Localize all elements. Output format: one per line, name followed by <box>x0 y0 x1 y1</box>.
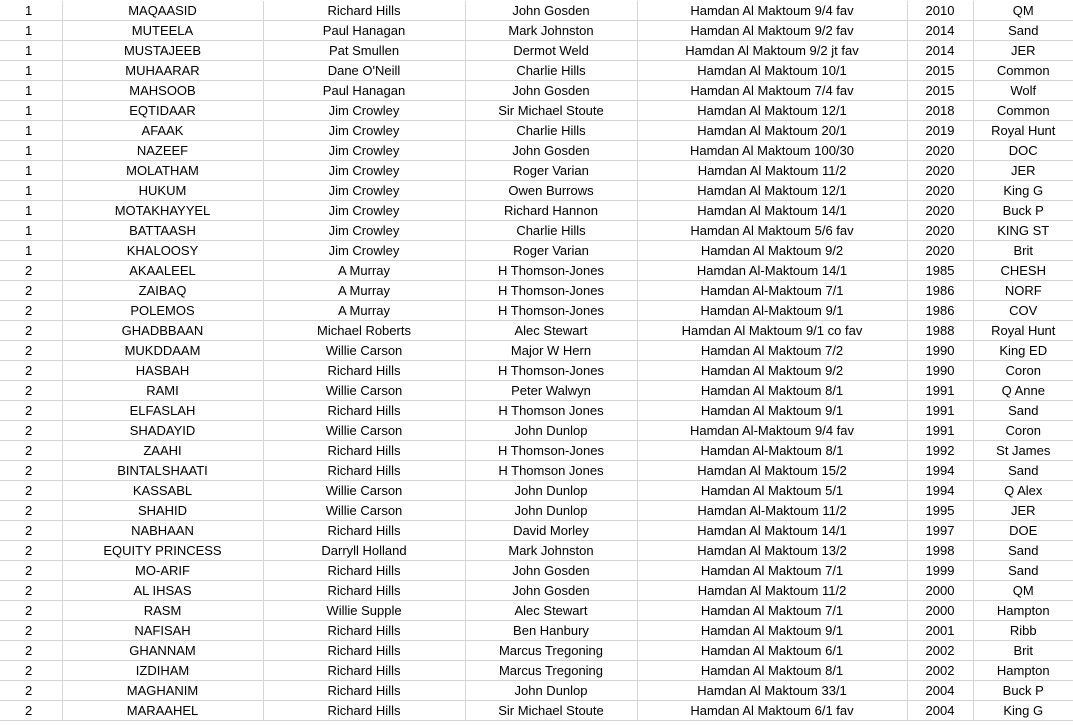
table-row <box>0 461 1073 481</box>
table-row <box>0 321 1073 341</box>
year-cell[interactable]: 2004 <box>907 681 973 701</box>
table-row <box>0 61 1073 81</box>
table-row <box>0 541 1073 561</box>
horse-cell[interactable]: MUHAARAR <box>62 61 263 81</box>
jockey-cell[interactable]: Jim Crowley <box>263 141 465 161</box>
horse-cell[interactable]: MAHSOOB <box>62 81 263 101</box>
jockey-cell[interactable]: Paul Hanagan <box>263 81 465 101</box>
jockey-cell[interactable]: Jim Crowley <box>263 181 465 201</box>
owner-odds-cell[interactable]: Hamdan Al Maktoum 11/2 <box>637 161 907 181</box>
race-cell[interactable]: Q Anne <box>973 381 1073 401</box>
position-cell[interactable]: 2 <box>0 561 62 581</box>
race-cell[interactable]: Sand <box>973 401 1073 421</box>
horse-cell[interactable]: AL IHSAS <box>62 581 263 601</box>
owner-odds-cell[interactable]: Hamdan Al Maktoum 5/1 <box>637 481 907 501</box>
jockey-cell[interactable]: Jim Crowley <box>263 101 465 121</box>
year-cell[interactable]: 1991 <box>907 421 973 441</box>
trainer-cell[interactable]: David Morley <box>465 521 637 541</box>
position-cell[interactable]: 2 <box>0 341 62 361</box>
table-row <box>0 181 1073 201</box>
table-row <box>0 361 1073 381</box>
trainer-cell[interactable]: Dermot Weld <box>465 41 637 61</box>
table-row <box>0 441 1073 461</box>
horse-cell[interactable]: MOTAKHAYYEL <box>62 201 263 221</box>
trainer-cell[interactable]: Richard Hannon <box>465 201 637 221</box>
owner-odds-cell[interactable]: Hamdan Al-Maktoum 8/1 <box>637 441 907 461</box>
jockey-cell[interactable]: Darryll Holland <box>263 541 465 561</box>
race-cell[interactable]: QM <box>973 581 1073 601</box>
race-cell[interactable]: Coron <box>973 421 1073 441</box>
position-cell[interactable]: 2 <box>0 261 62 281</box>
horse-cell[interactable]: HASBAH <box>62 361 263 381</box>
year-cell[interactable]: 1991 <box>907 401 973 421</box>
owner-odds-cell[interactable]: Hamdan Al-Maktoum 9/1 <box>637 301 907 321</box>
owner-odds-cell[interactable]: Hamdan Al Maktoum 5/6 fav <box>637 221 907 241</box>
owner-odds-cell[interactable]: Hamdan Al Maktoum 15/2 <box>637 461 907 481</box>
jockey-cell[interactable]: Willie Carson <box>263 481 465 501</box>
table-row <box>0 101 1073 121</box>
race-cell[interactable]: King ED <box>973 341 1073 361</box>
race-cell[interactable]: Buck P <box>973 681 1073 701</box>
year-cell[interactable]: 2020 <box>907 201 973 221</box>
jockey-cell[interactable]: Richard Hills <box>263 561 465 581</box>
horse-cell[interactable]: KASSABL <box>62 481 263 501</box>
horse-cell[interactable]: ZAIBAQ <box>62 281 263 301</box>
jockey-cell[interactable]: Richard Hills <box>263 661 465 681</box>
owner-odds-cell[interactable]: Hamdan Al Maktoum 7/1 <box>637 561 907 581</box>
horse-cell[interactable]: RAMI <box>62 381 263 401</box>
owner-odds-cell[interactable]: Hamdan Al Maktoum 11/2 <box>637 581 907 601</box>
jockey-cell[interactable]: Jim Crowley <box>263 221 465 241</box>
table-row <box>0 121 1073 141</box>
year-cell[interactable]: 2014 <box>907 21 973 41</box>
year-cell[interactable]: 2018 <box>907 101 973 121</box>
owner-odds-cell[interactable]: Hamdan Al-Maktoum 14/1 <box>637 261 907 281</box>
horse-cell[interactable]: MARAAHEL <box>62 701 263 721</box>
table-row <box>0 281 1073 301</box>
table-row <box>0 701 1073 721</box>
jockey-cell[interactable]: Jim Crowley <box>263 121 465 141</box>
table-row <box>0 141 1073 161</box>
owner-odds-cell[interactable]: Hamdan Al-Maktoum 11/2 <box>637 501 907 521</box>
horse-cell[interactable]: BINTALSHAATI <box>62 461 263 481</box>
trainer-cell[interactable]: Charlie Hills <box>465 61 637 81</box>
spreadsheet-grid <box>0 1 1073 721</box>
trainer-cell[interactable]: H Thomson-Jones <box>465 361 637 381</box>
horse-cell[interactable]: MAQAASID <box>62 1 263 21</box>
position-cell[interactable]: 1 <box>0 1 62 21</box>
position-cell[interactable]: 2 <box>0 481 62 501</box>
owner-odds-cell[interactable]: Hamdan Al Maktoum 9/1 <box>637 621 907 641</box>
jockey-cell[interactable]: Dane O'Neill <box>263 61 465 81</box>
race-cell[interactable]: Q Alex <box>973 481 1073 501</box>
jockey-cell[interactable]: Richard Hills <box>263 401 465 421</box>
table-row <box>0 301 1073 321</box>
position-cell[interactable]: 1 <box>0 41 62 61</box>
horse-cell[interactable]: MO-ARIF <box>62 561 263 581</box>
jockey-cell[interactable]: Paul Hanagan <box>263 21 465 41</box>
year-cell[interactable]: 2002 <box>907 661 973 681</box>
table-row <box>0 621 1073 641</box>
year-cell[interactable]: 1999 <box>907 561 973 581</box>
position-cell[interactable]: 2 <box>0 281 62 301</box>
horse-cell[interactable]: GHANNAM <box>62 641 263 661</box>
trainer-cell[interactable]: H Thomson Jones <box>465 461 637 481</box>
year-cell[interactable]: 2015 <box>907 81 973 101</box>
jockey-cell[interactable]: Pat Smullen <box>263 41 465 61</box>
owner-odds-cell[interactable]: Hamdan Al Maktoum 9/1 co fav <box>637 321 907 341</box>
trainer-cell[interactable]: H Thomson-Jones <box>465 261 637 281</box>
trainer-cell[interactable]: Alec Stewart <box>465 601 637 621</box>
year-cell[interactable]: 1986 <box>907 301 973 321</box>
table-row <box>0 41 1073 61</box>
position-cell[interactable]: 2 <box>0 701 62 721</box>
horse-cell[interactable]: HUKUM <box>62 181 263 201</box>
owner-odds-cell[interactable]: Hamdan Al Maktoum 12/1 <box>637 181 907 201</box>
year-cell[interactable]: 1994 <box>907 461 973 481</box>
horse-cell[interactable]: NAZEEF <box>62 141 263 161</box>
race-cell[interactable]: Hampton <box>973 661 1073 681</box>
horse-cell[interactable]: MOLATHAM <box>62 161 263 181</box>
year-cell[interactable]: 1985 <box>907 261 973 281</box>
race-cell[interactable]: CHESH <box>973 261 1073 281</box>
spreadsheet-body <box>0 1 1073 721</box>
owner-odds-cell[interactable]: Hamdan Al Maktoum 7/1 <box>637 601 907 621</box>
trainer-cell[interactable]: Marcus Tregoning <box>465 661 637 681</box>
race-cell[interactable]: Royal Hunt <box>973 121 1073 141</box>
jockey-cell[interactable]: Richard Hills <box>263 361 465 381</box>
owner-odds-cell[interactable]: Hamdan Al-Maktoum 7/1 <box>637 281 907 301</box>
year-cell[interactable]: 2000 <box>907 601 973 621</box>
position-cell[interactable]: 2 <box>0 361 62 381</box>
owner-odds-cell[interactable]: Hamdan Al Maktoum 9/4 fav <box>637 1 907 21</box>
year-cell[interactable]: 2020 <box>907 181 973 201</box>
position-cell[interactable]: 1 <box>0 21 62 41</box>
trainer-cell[interactable]: H Thomson Jones <box>465 401 637 421</box>
jockey-cell[interactable]: Richard Hills <box>263 621 465 641</box>
race-cell[interactable]: Wolf <box>973 81 1073 101</box>
table-row <box>0 641 1073 661</box>
trainer-cell[interactable]: Peter Walwyn <box>465 381 637 401</box>
race-cell[interactable]: King G <box>973 181 1073 201</box>
race-cell[interactable]: Hampton <box>973 601 1073 621</box>
horse-cell[interactable]: MUTEELA <box>62 21 263 41</box>
race-cell[interactable]: King G <box>973 701 1073 721</box>
table-row <box>0 221 1073 241</box>
trainer-cell[interactable]: Owen Burrows <box>465 181 637 201</box>
table-row <box>0 341 1073 361</box>
owner-odds-cell[interactable]: Hamdan Al Maktoum 7/2 <box>637 341 907 361</box>
year-cell[interactable]: 2020 <box>907 161 973 181</box>
table-row <box>0 241 1073 261</box>
horse-cell[interactable]: EQTIDAAR <box>62 101 263 121</box>
table-row <box>0 381 1073 401</box>
owner-odds-cell[interactable]: Hamdan Al Maktoum 9/2 <box>637 241 907 261</box>
trainer-cell[interactable]: Major W Hern <box>465 341 637 361</box>
position-cell[interactable]: 2 <box>0 501 62 521</box>
year-cell[interactable]: 2002 <box>907 641 973 661</box>
trainer-cell[interactable]: Roger Varian <box>465 241 637 261</box>
trainer-cell[interactable]: Mark Johnston <box>465 21 637 41</box>
race-cell[interactable]: Sand <box>973 541 1073 561</box>
table-row <box>0 261 1073 281</box>
trainer-cell[interactable]: Sir Michael Stoute <box>465 701 637 721</box>
owner-odds-cell[interactable]: Hamdan Al Maktoum 9/2 jt fav <box>637 41 907 61</box>
horse-cell[interactable]: MAGHANIM <box>62 681 263 701</box>
jockey-cell[interactable]: Willie Carson <box>263 421 465 441</box>
jockey-cell[interactable]: Willie Carson <box>263 501 465 521</box>
jockey-cell[interactable]: Richard Hills <box>263 521 465 541</box>
jockey-cell[interactable]: Jim Crowley <box>263 161 465 181</box>
owner-odds-cell[interactable]: Hamdan Al Maktoum 13/2 <box>637 541 907 561</box>
horse-cell[interactable]: IZDIHAM <box>62 661 263 681</box>
race-cell[interactable]: Brit <box>973 641 1073 661</box>
trainer-cell[interactable]: H Thomson-Jones <box>465 441 637 461</box>
position-cell[interactable]: 1 <box>0 201 62 221</box>
horse-cell[interactable]: KHALOOSY <box>62 241 263 261</box>
horse-cell[interactable]: ELFASLAH <box>62 401 263 421</box>
position-cell[interactable]: 2 <box>0 401 62 421</box>
year-cell[interactable]: 1997 <box>907 521 973 541</box>
position-cell[interactable]: 1 <box>0 161 62 181</box>
trainer-cell[interactable]: H Thomson-Jones <box>465 281 637 301</box>
position-cell[interactable]: 2 <box>0 601 62 621</box>
horse-cell[interactable]: NAFISAH <box>62 621 263 641</box>
position-cell[interactable]: 2 <box>0 621 62 641</box>
position-cell[interactable]: 2 <box>0 581 62 601</box>
trainer-cell[interactable]: Charlie Hills <box>465 121 637 141</box>
race-cell[interactable]: QM <box>973 1 1073 21</box>
year-cell[interactable]: 2004 <box>907 701 973 721</box>
position-cell[interactable]: 1 <box>0 81 62 101</box>
owner-odds-cell[interactable]: Hamdan Al Maktoum 14/1 <box>637 201 907 221</box>
trainer-cell[interactable]: Sir Michael Stoute <box>465 101 637 121</box>
trainer-cell[interactable]: H Thomson-Jones <box>465 301 637 321</box>
horse-cell[interactable]: SHAHID <box>62 501 263 521</box>
trainer-cell[interactable]: John Gosden <box>465 1 637 21</box>
jockey-cell[interactable]: A Murray <box>263 301 465 321</box>
position-cell[interactable]: 2 <box>0 321 62 341</box>
jockey-cell[interactable]: Jim Crowley <box>263 201 465 221</box>
owner-odds-cell[interactable]: Hamdan Al Maktoum 6/1 <box>637 641 907 661</box>
race-cell[interactable]: Buck P <box>973 201 1073 221</box>
owner-odds-cell[interactable]: Hamdan Al Maktoum 10/1 <box>637 61 907 81</box>
jockey-cell[interactable]: Richard Hills <box>263 581 465 601</box>
table-row <box>0 81 1073 101</box>
race-cell[interactable]: St James <box>973 441 1073 461</box>
position-cell[interactable]: 1 <box>0 61 62 81</box>
jockey-cell[interactable]: Richard Hills <box>263 701 465 721</box>
race-cell[interactable]: JER <box>973 41 1073 61</box>
jockey-cell[interactable]: A Murray <box>263 261 465 281</box>
table-row <box>0 161 1073 181</box>
year-cell[interactable]: 2015 <box>907 61 973 81</box>
horse-cell[interactable]: AKAALEEL <box>62 261 263 281</box>
table-row <box>0 501 1073 521</box>
owner-odds-cell[interactable]: Hamdan Al Maktoum 9/1 <box>637 401 907 421</box>
owner-odds-cell[interactable]: Hamdan Al Maktoum 20/1 <box>637 121 907 141</box>
jockey-cell[interactable]: Willie Carson <box>263 341 465 361</box>
trainer-cell[interactable]: John Dunlop <box>465 481 637 501</box>
owner-odds-cell[interactable]: Hamdan Al Maktoum 33/1 <box>637 681 907 701</box>
position-cell[interactable]: 2 <box>0 661 62 681</box>
race-cell[interactable]: DOC <box>973 141 1073 161</box>
position-cell[interactable]: 2 <box>0 381 62 401</box>
jockey-cell[interactable]: Richard Hills <box>263 681 465 701</box>
jockey-cell[interactable]: Richard Hills <box>263 1 465 21</box>
horse-cell[interactable]: MUKDDAAM <box>62 341 263 361</box>
trainer-cell[interactable]: John Dunlop <box>465 681 637 701</box>
trainer-cell[interactable]: John Dunlop <box>465 421 637 441</box>
jockey-cell[interactable]: Michael Roberts <box>263 321 465 341</box>
table-row <box>0 1 1073 21</box>
race-cell[interactable]: Sand <box>973 561 1073 581</box>
owner-odds-cell[interactable]: Hamdan Al Maktoum 100/30 <box>637 141 907 161</box>
owner-odds-cell[interactable]: Hamdan Al Maktoum 8/1 <box>637 381 907 401</box>
year-cell[interactable]: 2020 <box>907 221 973 241</box>
horse-cell[interactable]: AFAAK <box>62 121 263 141</box>
position-cell[interactable]: 2 <box>0 521 62 541</box>
position-cell[interactable]: 2 <box>0 641 62 661</box>
race-cell[interactable]: NORF <box>973 281 1073 301</box>
trainer-cell[interactable]: John Gosden <box>465 141 637 161</box>
race-cell[interactable]: Brit <box>973 241 1073 261</box>
horse-cell[interactable]: NABHAAN <box>62 521 263 541</box>
trainer-cell[interactable]: Marcus Tregoning <box>465 641 637 661</box>
race-cell[interactable]: KING ST <box>973 221 1073 241</box>
year-cell[interactable]: 1995 <box>907 501 973 521</box>
jockey-cell[interactable]: Richard Hills <box>263 641 465 661</box>
race-cell[interactable]: Sand <box>973 21 1073 41</box>
jockey-cell[interactable]: Richard Hills <box>263 441 465 461</box>
table-row <box>0 661 1073 681</box>
horse-cell[interactable]: RASM <box>62 601 263 621</box>
year-cell[interactable]: 1990 <box>907 341 973 361</box>
table-row <box>0 21 1073 41</box>
jockey-cell[interactable]: Jim Crowley <box>263 241 465 261</box>
race-cell[interactable]: DOE <box>973 521 1073 541</box>
trainer-cell[interactable]: John Gosden <box>465 561 637 581</box>
owner-odds-cell[interactable]: Hamdan Al Maktoum 9/2 fav <box>637 21 907 41</box>
year-cell[interactable]: 2010 <box>907 1 973 21</box>
table-row <box>0 521 1073 541</box>
year-cell[interactable]: 2019 <box>907 121 973 141</box>
trainer-cell[interactable]: Alec Stewart <box>465 321 637 341</box>
race-cell[interactable]: JER <box>973 501 1073 521</box>
position-cell[interactable]: 2 <box>0 301 62 321</box>
year-cell[interactable]: 1991 <box>907 381 973 401</box>
table-row <box>0 481 1073 501</box>
horse-cell[interactable]: MUSTAJEEB <box>62 41 263 61</box>
trainer-cell[interactable]: Charlie Hills <box>465 221 637 241</box>
position-cell[interactable]: 1 <box>0 121 62 141</box>
table-row <box>0 561 1073 581</box>
position-cell[interactable]: 2 <box>0 681 62 701</box>
horse-cell[interactable]: POLEMOS <box>62 301 263 321</box>
race-cell[interactable]: Coron <box>973 361 1073 381</box>
trainer-cell[interactable]: Mark Johnston <box>465 541 637 561</box>
horse-cell[interactable]: GHADBBAAN <box>62 321 263 341</box>
horse-cell[interactable]: ZAAHI <box>62 441 263 461</box>
race-cell[interactable]: Ribb <box>973 621 1073 641</box>
position-cell[interactable]: 1 <box>0 181 62 201</box>
race-cell[interactable]: Common <box>973 101 1073 121</box>
table-row <box>0 401 1073 421</box>
jockey-cell[interactable]: Willie Supple <box>263 601 465 621</box>
position-cell[interactable]: 2 <box>0 461 62 481</box>
owner-odds-cell[interactable]: Hamdan Al Maktoum 8/1 <box>637 661 907 681</box>
position-cell[interactable]: 1 <box>0 101 62 121</box>
owner-odds-cell[interactable]: Hamdan Al Maktoum 7/4 fav <box>637 81 907 101</box>
trainer-cell[interactable]: John Dunlop <box>465 501 637 521</box>
year-cell[interactable]: 2000 <box>907 581 973 601</box>
trainer-cell[interactable]: John Gosden <box>465 81 637 101</box>
table-row <box>0 201 1073 221</box>
owner-odds-cell[interactable]: Hamdan Al Maktoum 12/1 <box>637 101 907 121</box>
horse-cell[interactable]: BATTAASH <box>62 221 263 241</box>
race-cell[interactable]: COV <box>973 301 1073 321</box>
year-cell[interactable]: 2001 <box>907 621 973 641</box>
position-cell[interactable]: 2 <box>0 541 62 561</box>
year-cell[interactable]: 2020 <box>907 141 973 161</box>
owner-odds-cell[interactable]: Hamdan Al Maktoum 9/2 <box>637 361 907 381</box>
year-cell[interactable]: 1998 <box>907 541 973 561</box>
horse-cell[interactable]: EQUITY PRINCESS <box>62 541 263 561</box>
table-row <box>0 601 1073 621</box>
owner-odds-cell[interactable]: Hamdan Al-Maktoum 9/4 fav <box>637 421 907 441</box>
table-row <box>0 581 1073 601</box>
position-cell[interactable]: 1 <box>0 221 62 241</box>
race-cell[interactable]: Sand <box>973 461 1073 481</box>
trainer-cell[interactable]: Ben Hanbury <box>465 621 637 641</box>
position-cell[interactable]: 1 <box>0 141 62 161</box>
position-cell[interactable]: 1 <box>0 241 62 261</box>
year-cell[interactable]: 1994 <box>907 481 973 501</box>
owner-odds-cell[interactable]: Hamdan Al Maktoum 6/1 fav <box>637 701 907 721</box>
year-cell[interactable]: 2014 <box>907 41 973 61</box>
horse-cell[interactable]: SHADAYID <box>62 421 263 441</box>
race-cell[interactable]: JER <box>973 161 1073 181</box>
trainer-cell[interactable]: John Gosden <box>465 581 637 601</box>
jockey-cell[interactable]: A Murray <box>263 281 465 301</box>
year-cell[interactable]: 1988 <box>907 321 973 341</box>
jockey-cell[interactable]: Richard Hills <box>263 461 465 481</box>
table-row <box>0 681 1073 701</box>
race-cell[interactable]: Common <box>973 61 1073 81</box>
owner-odds-cell[interactable]: Hamdan Al Maktoum 14/1 <box>637 521 907 541</box>
jockey-cell[interactable]: Willie Carson <box>263 381 465 401</box>
position-cell[interactable]: 2 <box>0 421 62 441</box>
year-cell[interactable]: 1992 <box>907 441 973 461</box>
year-cell[interactable]: 2020 <box>907 241 973 261</box>
position-cell[interactable]: 2 <box>0 441 62 461</box>
trainer-cell[interactable]: Roger Varian <box>465 161 637 181</box>
year-cell[interactable]: 1986 <box>907 281 973 301</box>
race-cell[interactable]: Royal Hunt <box>973 321 1073 341</box>
table-row <box>0 421 1073 441</box>
year-cell[interactable]: 1990 <box>907 361 973 381</box>
